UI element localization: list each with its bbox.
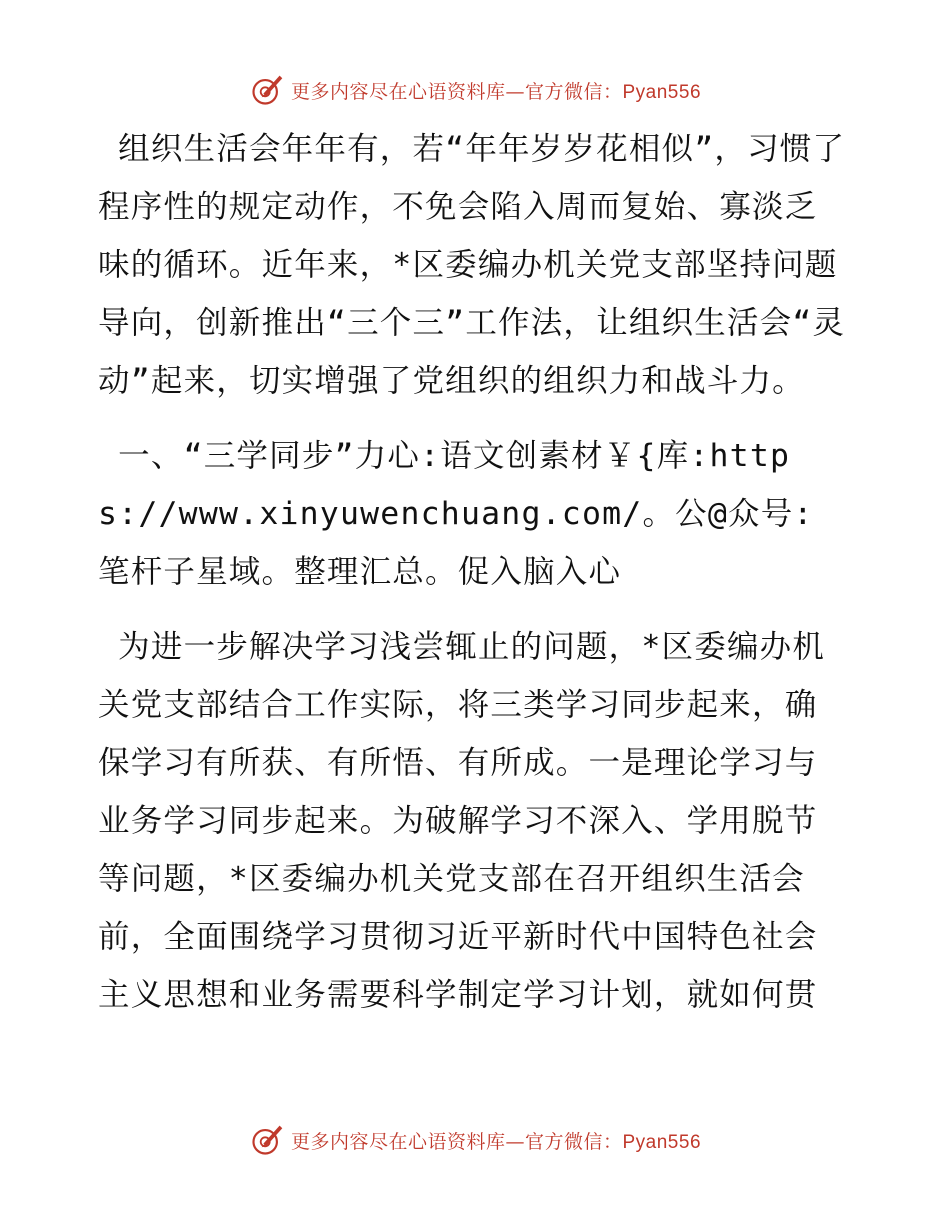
footer-banner-text [291,1127,701,1154]
footer-watermark-banner [0,1120,950,1160]
header-watermark-banner [0,70,950,110]
paragraph-body: 为进一步解决学习浅尝辄止的问题，*区委编办机关党支部结合工作实际，将三类学习同步起来，确保学习有所获、有所悟、有所成。一是理论学习与业务学习同步起来。为破解学习不深入、学用脱节等问题，*区委编办机关党支部在召开组织生活会前，全面围绕学习贯彻习近平新时代中国特色社会主义思想和业务需要科学制定学习计划，就如何贯 [98,629,826,1013]
header-banner-label: 更多内容尽在心语资料库—官方微信： [290,80,623,103]
quill-circle-logo-icon [249,1122,285,1158]
paragraph-section-heading: 一、“三学同步”力心:语文创素材￥{库:https://www.xinyuwenchuang.com/。公@众号: 笔杆子星域。整理汇总。促入脑入心 [98,438,834,590]
footer-wechat-id: Pyan556 [622,1131,702,1153]
footer-banner-label: 更多内容尽在心语资料库—官方微信： [290,1130,623,1153]
document-body [98,120,850,1041]
header-banner-text [291,77,701,104]
footer-banner-inner [249,1122,701,1158]
header-wechat-id: Pyan556 [622,81,702,103]
header-banner-inner [249,72,701,108]
paragraph-intro: 组织生活会年年有，若“年年岁岁花相似”，习惯了程序性的规定动作，不免会陷入周而复始、寡淡乏味的循环。近年来，*区委编办机关党支部坚持问题导向，创新推出“三个三”工作法，让组织生活会“灵动”起来，切实增强了党组织的组织力和战斗力。 [98,131,846,399]
quill-circle-logo-icon [249,72,285,108]
